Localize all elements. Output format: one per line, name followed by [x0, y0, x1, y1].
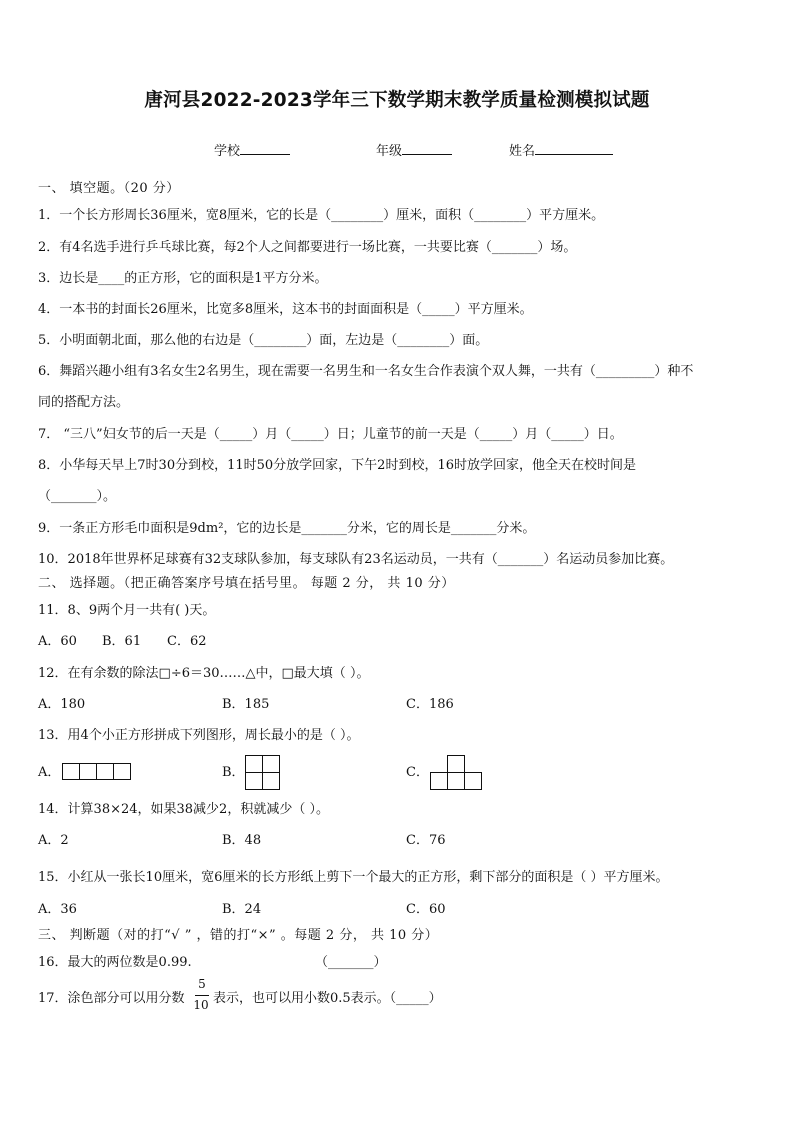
question-11: 11．8、9两个月一共有( )天。: [38, 603, 216, 618]
q15-option-b: B．24: [222, 902, 262, 917]
question-17-start: 17．涂色部分可以用分数: [38, 991, 185, 1006]
question-6-cont: 同的搭配方法。: [38, 395, 130, 410]
q15-option-a: A．36: [38, 902, 77, 917]
question-5: 5．小明面朝北面，那么他的右边是（________）面，左边是（________）面。: [38, 333, 489, 348]
q14-option-b: B．48: [222, 833, 262, 848]
q14-option-c: C．76: [406, 833, 446, 848]
q15-option-c: C．60: [406, 902, 446, 917]
question-3: 3．边长是____的正方形，它的面积是1平方分米。: [38, 271, 328, 286]
fraction-denominator: 10: [193, 998, 209, 1012]
grade-label: 年级: [376, 144, 403, 159]
q13-option-b: B．: [222, 765, 245, 780]
q11-option-b: B．61: [102, 634, 142, 649]
question-8: 8．小华每天早上7时30分到校，11时50分放学回家，下午2时到校，16时放学回家，他全天在校时间是: [38, 458, 636, 473]
page-title: 唐河县2022-2023学年三下数学期末教学质量检测模拟试题: [144, 90, 650, 111]
question-7: 7． “三八”妇女节的后一天是（_____）月（_____）日；儿童节的前一天是（_____）月（_____）日。: [38, 427, 623, 442]
school-label: 学校: [214, 144, 241, 159]
t-shape-squares-figure: [430, 755, 484, 791]
two-by-two-square-figure: [245, 755, 281, 791]
q14-option-a: A．2: [38, 833, 69, 848]
name-field: [509, 140, 613, 159]
name-label: 姓名: [509, 144, 536, 159]
school-field: [214, 140, 290, 159]
question-15: 15．小红从一张长10厘米，宽6厘米的长方形纸上剪下一个最大的正方形，剩下部分的面积是（ ）平方厘米。: [38, 870, 669, 885]
question-16: 16．最大的两位数是0.99.: [38, 955, 192, 970]
fraction-bar: [195, 995, 209, 996]
q13-option-a: A．: [38, 765, 61, 780]
question-2: 2．有4名选手进行乒乓球比赛，每2个人之间都要进行一场比赛，一共要比赛（_______）场。: [38, 240, 577, 255]
q11-option-a: A．60: [38, 634, 77, 649]
grade-field: [376, 140, 452, 159]
section-choice: 二、 选择题。（把正确答案序号填在括号里。 每题 2 分， 共 10 分）: [38, 576, 455, 591]
grade-blank[interactable]: [402, 142, 452, 155]
question-13: 13．用4个小正方形拼成下列图形，周长最小的是（ ）。: [38, 728, 360, 743]
question-10: 10．2018年世界杯足球赛有32支球队参加，每支球队有23名运动员，一共有（_______）名运动员参加比赛。: [38, 552, 674, 567]
question-12: 12．在有余数的除法□÷6＝30……△中，□最大填（ ）。: [38, 666, 370, 681]
q11-option-c: C．62: [167, 634, 207, 649]
q13-option-c: C．: [406, 765, 429, 780]
question-6: 6．舞蹈兴趣小组有3名女生2名男生，现在需要一名男生和一名女生合作表演个双人舞，一共有（_________）种不: [38, 364, 694, 379]
question-16-blank[interactable]: （_______）: [315, 955, 387, 970]
q12-option-c: C．186: [406, 697, 454, 712]
section-fill-in: 一、 填空题。（20 分）: [38, 181, 180, 196]
q12-option-b: B．185: [222, 697, 270, 712]
question-1: 1．一个长方形周长36厘米，宽8厘米，它的长是（________）厘米，面积（________）平方厘米。: [38, 208, 605, 223]
question-8-cont: （_______）。: [38, 489, 117, 504]
question-4: 4．一本书的封面长26厘米，比宽多8厘米，这本书的封面面积是（_____）平方厘米。: [38, 302, 533, 317]
question-17-end: 表示，也可以用小数0.5表示。（_____）: [213, 991, 442, 1006]
fraction-numerator: 5: [198, 977, 206, 991]
question-9: 9．一条正方形毛巾面积是9dm²，它的边长是_______分米，它的周长是_______分米。: [38, 521, 536, 536]
four-squares-in-row-figure: [62, 763, 132, 781]
name-blank[interactable]: [535, 142, 613, 155]
question-14: 14．计算38×24，如果38减少2，积就减少（ ）。: [38, 802, 329, 817]
section-true-false: 三、 判断题（对的打“√ ” ，错的打“×” 。每题 2 分， 共 10 分）: [38, 928, 439, 943]
q12-option-a: A．180: [38, 697, 86, 712]
school-blank[interactable]: [240, 142, 290, 155]
